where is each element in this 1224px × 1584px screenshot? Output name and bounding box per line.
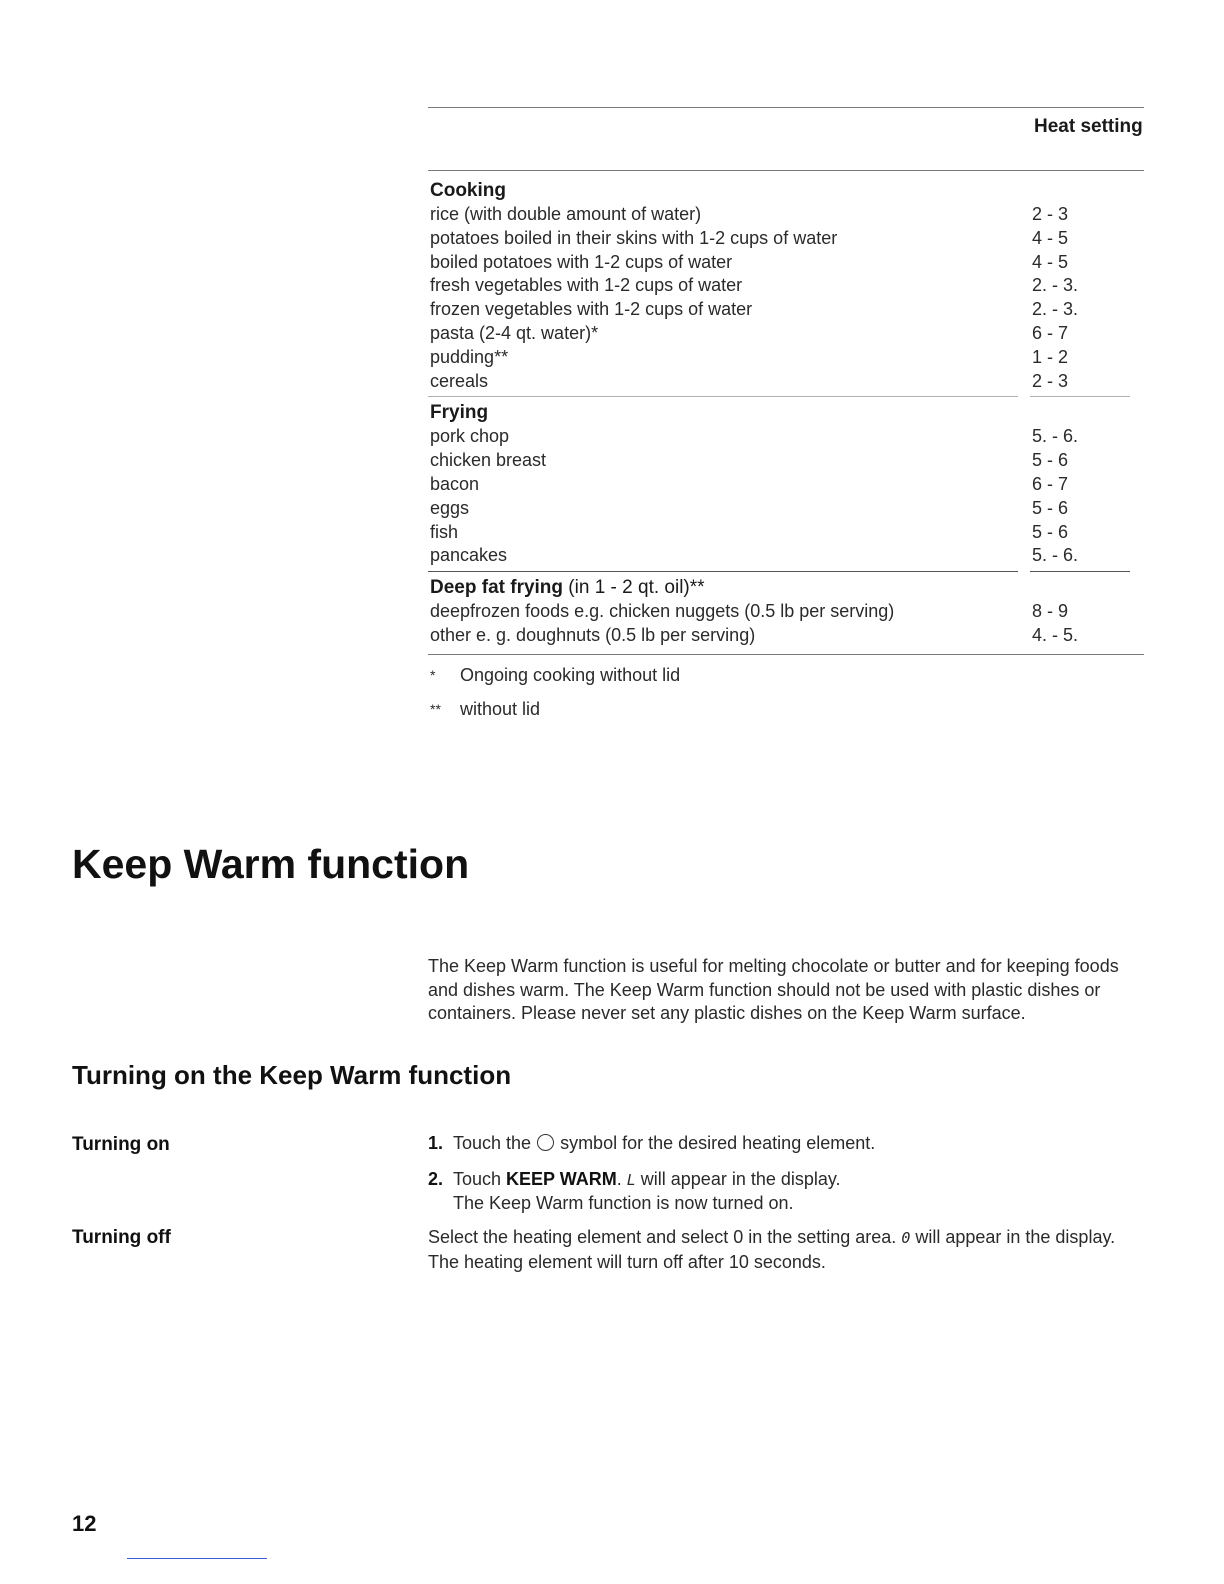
table-header [428, 108, 1144, 171]
circle-symbol-icon [537, 1134, 554, 1151]
section-deep-fat-frying [428, 574, 1144, 648]
heat-setting-header: Heat setting [1034, 116, 1143, 137]
section-divider [428, 568, 1144, 574]
turning-off-text: Select the heating element and select 0 in the setting area. 0 will appear in the display. The heating element will turn off after 10 seconds. [428, 1227, 1116, 1272]
table-row: cereals 2 - 3 [430, 370, 1069, 391]
section-title-cooking: Cooking [430, 180, 506, 201]
turning-on-label: Turning on [72, 1134, 170, 1155]
step-1: 1. Touch the symbol for the desired heating element. [428, 1133, 876, 1153]
intro-paragraph: The Keep Warm function is useful for melting chocolate or butter and for keeping foods and dishes warm. The Keep Warm function should not be used with plastic dishes or containers. Please never set any plastic dishes on the Keep Warm surface. [428, 956, 1119, 1024]
page-title: Keep Warm function [72, 841, 470, 887]
table-row: pudding** 1 - 2 [430, 346, 1069, 367]
display-zero-glyph: 0 [901, 1229, 911, 1247]
heat-setting-table [428, 107, 1144, 729]
step-2: 2. Touch KEEP WARM. L will appear in the display. The Keep Warm function is now turned on. [428, 1168, 841, 1214]
table-row: pasta (2-4 qt. water)* 6 - 7 [430, 322, 1069, 343]
table-row: fresh vegetables with 1-2 cups of water 2. - 3. [430, 275, 1079, 296]
table-row: chicken breast 5 - 6 [430, 450, 1069, 471]
table-row: eggs 5 - 6 [430, 497, 1069, 518]
turning-on-steps [428, 1132, 1148, 1228]
table-row: pancakes 5. - 6. [430, 545, 1079, 566]
table-footnotes [428, 661, 1144, 729]
footnote: * Ongoing cooking without lid [430, 664, 681, 685]
table-row: fish 5 - 6 [430, 521, 1069, 542]
section-frying [428, 399, 1144, 568]
display-l-glyph: L [626, 1170, 636, 1189]
section-title-deep-fat-frying: Deep fat frying (in 1 - 2 qt. oil)** [430, 577, 705, 599]
footnote: ** without lid [430, 698, 541, 719]
section-cooking [428, 171, 1144, 393]
table-row: deepfrozen foods e.g. chicken nuggets (0.5 lb per serving) 8 - 9 [430, 601, 1069, 622]
table-row: bacon 6 - 7 [430, 473, 1069, 494]
table-row: boiled potatoes with 1-2 cups of water 4 - 5 [430, 251, 1069, 272]
turning-off-label: Turning off [72, 1227, 171, 1248]
bottom-rule [127, 1558, 267, 1559]
keep-warm-key: KEEP WARM [506, 1168, 617, 1189]
table-row: pork chop 5. - 6. [430, 426, 1079, 447]
table-row: rice (with double amount of water) 2 - 3 [430, 204, 1069, 224]
section-divider [428, 393, 1144, 399]
table-row: frozen vegetables with 1-2 cups of water 2. - 3. [430, 299, 1079, 320]
table-row: potatoes boiled in their skins with 1-2 cups of water 4 - 5 [430, 227, 1069, 248]
page-number: 12 [72, 1511, 97, 1536]
section-heading: Turning on the Keep Warm function [72, 1060, 512, 1090]
section-title-frying: Frying [430, 402, 489, 424]
table-row: other e. g. doughnuts (0.5 lb per serving) 4. - 5. [430, 624, 1079, 645]
